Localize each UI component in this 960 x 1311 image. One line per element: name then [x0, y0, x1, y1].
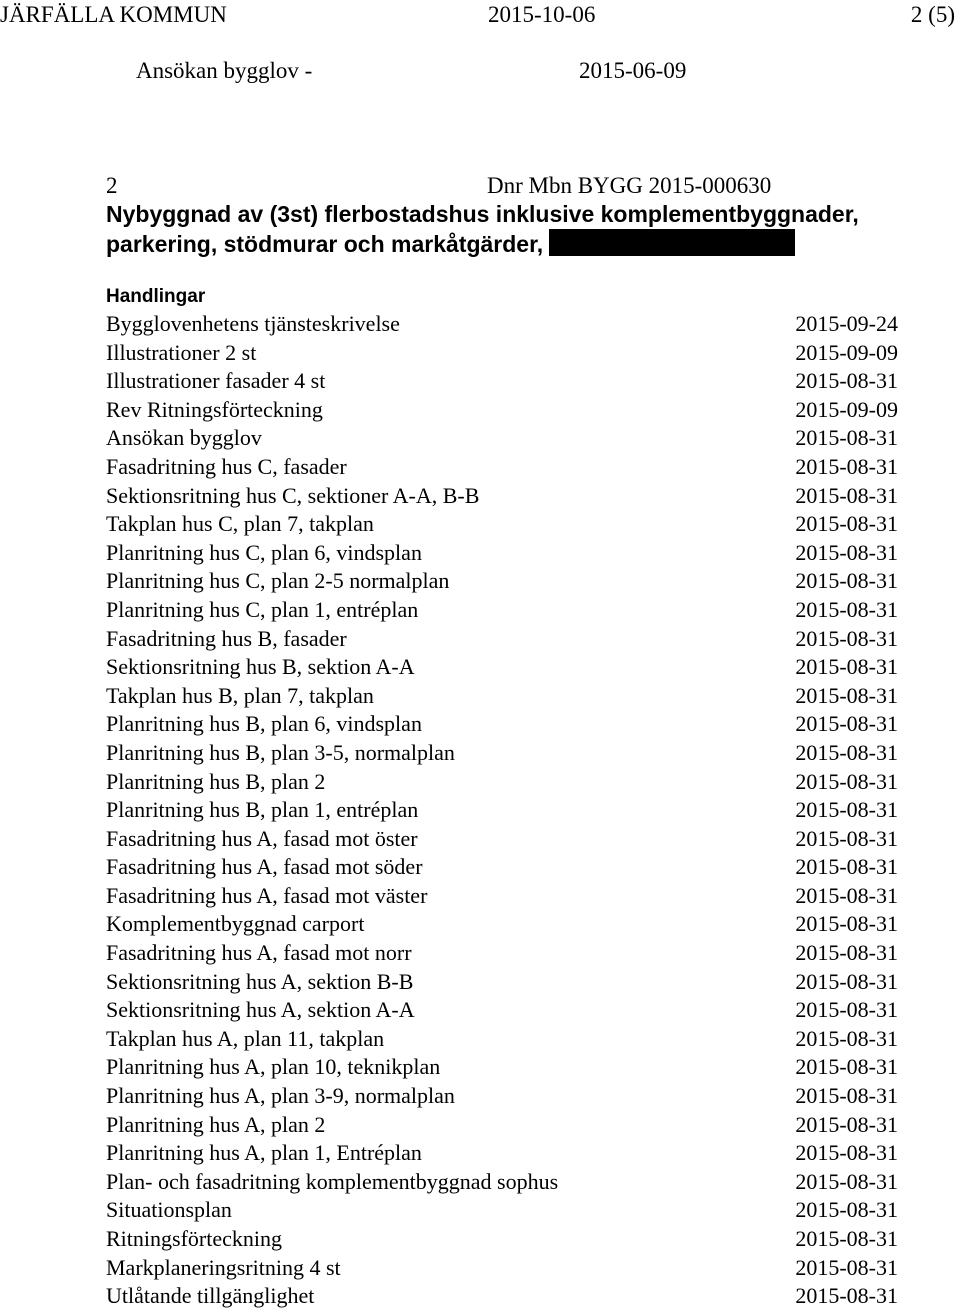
document-date: 2015-08-31 — [795, 568, 898, 594]
page-number: 2 (5) — [910, 2, 955, 27]
document-date: 2015-08-31 — [795, 1197, 898, 1223]
document-date: 2015-08-31 — [795, 940, 898, 966]
case-dnr: Dnr Mbn BYGG 2015-000630 — [487, 173, 772, 198]
document-name: Illustrationer fasader 4 st — [106, 368, 326, 394]
document-date: 2015-08-31 — [795, 682, 898, 708]
subject-date: 2015-06-09 — [579, 58, 687, 83]
document-date: 2015-08-31 — [795, 654, 898, 680]
document-name: Illustrationer 2 st — [106, 339, 257, 365]
document-name: Planritning hus A, plan 2 — [106, 1111, 326, 1137]
document-date: 2015-08-31 — [795, 911, 898, 937]
document-row — [106, 1224, 898, 1253]
document-date: 2015-08-31 — [795, 854, 898, 880]
document-row — [106, 967, 898, 996]
document-date: 2015-08-31 — [795, 768, 898, 794]
document-name: Planritning hus A, plan 1, Entréplan — [106, 1140, 422, 1166]
documents-list — [106, 309, 898, 1310]
page-header — [0, 0, 960, 30]
document-name: Sektionsritning hus C, sektioner A-A, B-B — [106, 482, 480, 508]
documents-heading: Handlingar — [106, 286, 206, 307]
document-row — [106, 1081, 898, 1110]
document-row — [106, 681, 898, 710]
document-date: 2015-08-31 — [795, 368, 898, 394]
document-name: Situationsplan — [106, 1197, 232, 1223]
document-row — [106, 309, 898, 338]
document-row — [106, 1052, 898, 1081]
document-date: 2015-08-31 — [795, 453, 898, 479]
document-row — [106, 1138, 898, 1167]
document-date: 2015-08-31 — [795, 511, 898, 537]
case-title-line-1: Nybyggnad av (3st) flerbostadshus inklusive komplementbyggnader, — [106, 201, 859, 227]
document-row — [106, 909, 898, 938]
document-date: 2015-08-31 — [795, 739, 898, 765]
document-row — [106, 366, 898, 395]
document-row — [106, 767, 898, 796]
municipality-name: JÄRFÄLLA KOMMUN — [0, 2, 227, 27]
document-name: Fasadritning hus B, fasader — [106, 625, 347, 651]
document-date: 2015-09-09 — [795, 396, 898, 422]
document-name: Sektionsritning hus A, sektion B-B — [106, 968, 414, 994]
document-date: 2015-08-31 — [795, 1283, 898, 1309]
document-row — [106, 423, 898, 452]
document-name: Fasadritning hus A, fasad mot öster — [106, 825, 418, 851]
document-row — [106, 652, 898, 681]
document-row — [106, 395, 898, 424]
document-name: Rev Ritningsförteckning — [106, 396, 323, 422]
document-name: Fasadritning hus A, fasad mot söder — [106, 854, 423, 880]
document-name: Planritning hus C, plan 1, entréplan — [106, 596, 419, 622]
document-name: Sektionsritning hus B, sektion A-A — [106, 654, 415, 680]
document-name: Plan- och fasadritning komplementbyggnad sophus — [106, 1168, 559, 1194]
document-date: 2015-09-09 — [795, 339, 898, 365]
document-row — [106, 881, 898, 910]
document-date: 2015-08-31 — [795, 968, 898, 994]
document-date: 2015-08-31 — [795, 1025, 898, 1051]
document-row — [106, 566, 898, 595]
document-row — [106, 1024, 898, 1053]
document-row — [106, 738, 898, 767]
document-name: Fasadritning hus C, fasader — [106, 453, 347, 479]
document-date: 2015-08-31 — [795, 1226, 898, 1251]
document-name: Planritning hus A, plan 10, teknikplan — [106, 1054, 441, 1080]
document-name: Planritning hus B, plan 3-5, normalplan — [106, 739, 455, 765]
document-row — [106, 709, 898, 738]
redaction-block — [549, 229, 795, 256]
document-row — [106, 852, 898, 881]
document-name: Markplaneringsritning 4 st — [106, 1254, 341, 1280]
document-date: 2015-08-31 — [795, 539, 898, 565]
document-name: Planritning hus B, plan 6, vindsplan — [106, 711, 422, 737]
document-name: Fasadritning hus A, fasad mot väster — [106, 882, 428, 908]
document-name: Planritning hus C, plan 2-5 normalplan — [106, 568, 450, 594]
document-row — [106, 1253, 898, 1282]
document-date: 2015-08-31 — [795, 882, 898, 908]
document-name: Takplan hus B, plan 7, takplan — [106, 682, 374, 708]
document-name: Takplan hus C, plan 7, takplan — [106, 511, 374, 537]
subject-line — [0, 56, 960, 86]
document-date: 2015-08-31 — [795, 1054, 898, 1080]
subject-text: Ansökan bygglov - — [136, 58, 313, 83]
document-row — [106, 538, 898, 567]
document-name: Ansökan bygglov — [106, 425, 262, 451]
document-name: Bygglovenhetens tjänsteskrivelse — [106, 311, 400, 336]
document-date: 2015-08-31 — [795, 1083, 898, 1109]
document-date: 2015-08-31 — [795, 997, 898, 1023]
document-date: 2015-08-31 — [795, 1140, 898, 1166]
document-row — [106, 938, 898, 967]
document-row — [106, 1110, 898, 1139]
document-date: 2015-08-31 — [795, 1168, 898, 1194]
document-row — [106, 1281, 898, 1310]
document-date: 2015-08-31 — [795, 1254, 898, 1280]
document-row — [106, 1167, 898, 1196]
document-date: 2015-08-31 — [795, 1111, 898, 1137]
document-name: Ritningsförteckning — [106, 1226, 282, 1251]
document-row — [106, 595, 898, 624]
document-name: Utlåtande tillgänglighet — [106, 1283, 315, 1309]
document-date: 2015-09-24 — [795, 311, 898, 336]
document-row — [106, 452, 898, 481]
document-row — [106, 1195, 898, 1224]
document-row — [106, 338, 898, 367]
document-name: Sektionsritning hus A, sektion A-A — [106, 997, 415, 1023]
document-date: 2015-08-31 — [795, 825, 898, 851]
document-date: 2015-08-31 — [795, 625, 898, 651]
document-name: Planritning hus A, plan 3-9, normalplan — [106, 1083, 455, 1109]
case-row — [0, 171, 960, 201]
document-name: Planritning hus C, plan 6, vindsplan — [106, 539, 422, 565]
document-date: 2015-08-31 — [795, 425, 898, 451]
document-date: 2015-08-31 — [795, 797, 898, 823]
document-name: Komplementbyggnad carport — [106, 911, 365, 937]
document-row — [106, 824, 898, 853]
document-row — [106, 624, 898, 653]
document-date: 2015-08-31 — [795, 711, 898, 737]
document-name: Fasadritning hus A, fasad mot norr — [106, 940, 412, 966]
case-title-line-2 — [106, 229, 906, 259]
document-name: Takplan hus A, plan 11, takplan — [106, 1025, 385, 1051]
case-title-line-2-text: parkering, stödmurar och markåtgärder, — [106, 231, 544, 257]
document-row — [106, 795, 898, 824]
case-number: 2 — [106, 173, 118, 198]
header-date: 2015-10-06 — [488, 2, 596, 27]
document-name: Planritning hus B, plan 2 — [106, 768, 326, 794]
document-row — [106, 995, 898, 1024]
document-date: 2015-08-31 — [795, 596, 898, 622]
document-row — [106, 509, 898, 538]
document-name: Planritning hus B, plan 1, entréplan — [106, 797, 419, 823]
case-title — [106, 199, 906, 259]
document-row — [106, 481, 898, 510]
document-date: 2015-08-31 — [795, 482, 898, 508]
